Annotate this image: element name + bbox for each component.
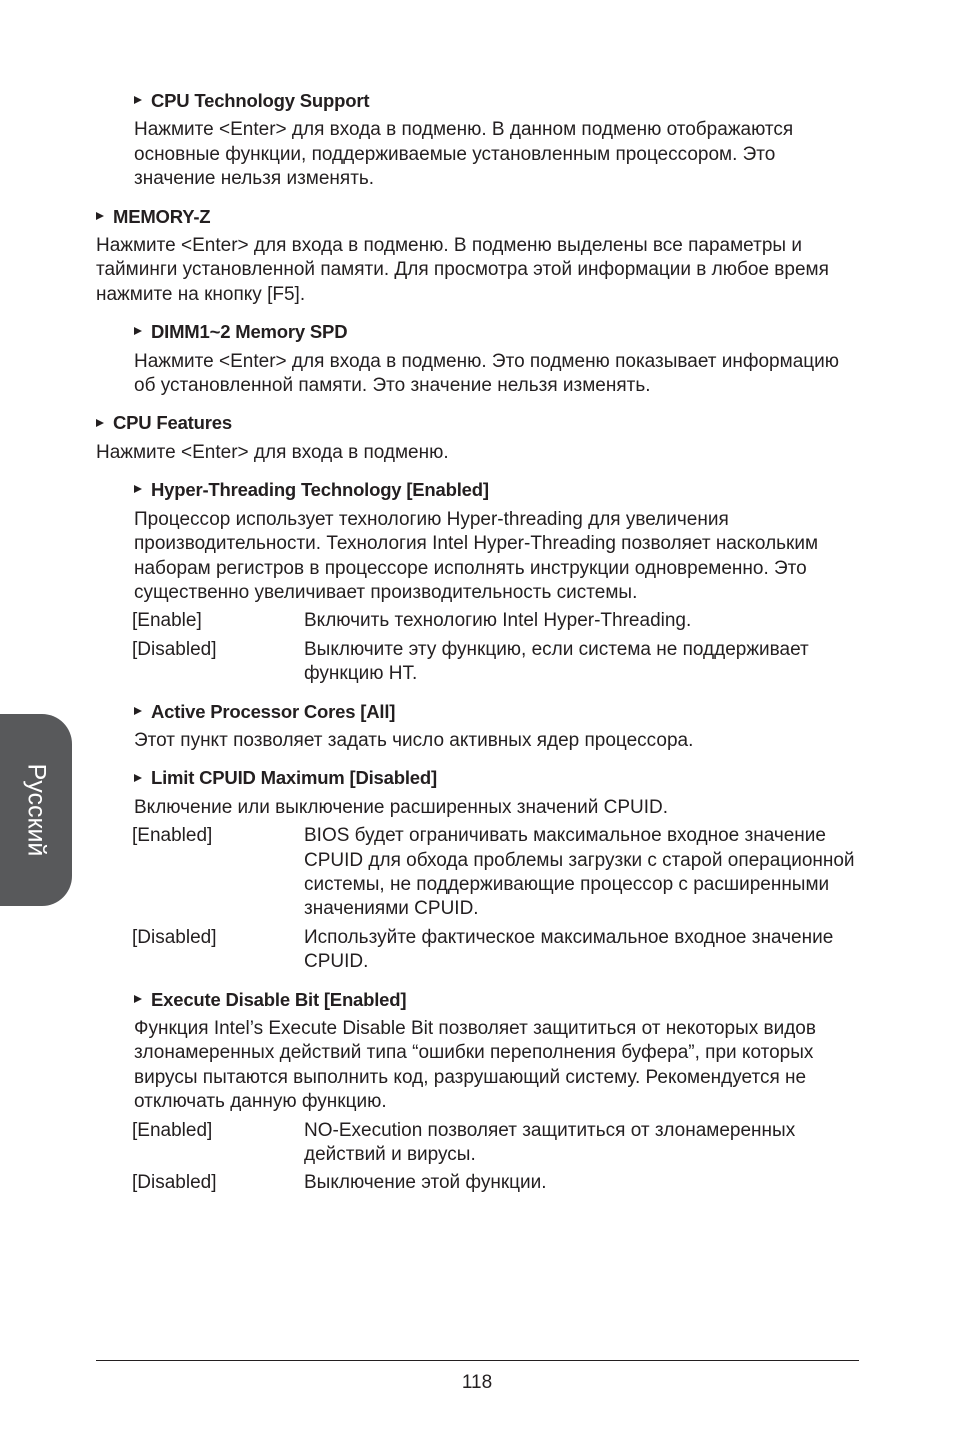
- section-description: Нажмите <Enter> для входа в подменю. В данном подменю отображаются основные функции, поддерживаемые установленным процессором. Это значение нельзя изменять.: [134, 119, 794, 190]
- section-heading: [134, 988, 861, 1012]
- section-description: Нажмите <Enter> для входа в подменю.: [96, 441, 449, 463]
- language-side-tab: [0, 714, 72, 906]
- section-hyper-threading: [96, 478, 861, 686]
- section-title: Limit CPUID Maximum [Disabled]: [151, 767, 437, 789]
- manual-content: [96, 89, 861, 1209]
- option-value: NO-Execution позволяет защититься от злонамеренных действий и вирусы.: [304, 1119, 796, 1166]
- option-row: [134, 638, 861, 687]
- section-description: Процессор использует технологию Hyper-threading для увеличения производительности. Технология Intel Hyper-Threading позволяет наскольким наборам регистров в процессоре исполнять инструкции одновременно. Это существенно увеличивает производительность системы.: [134, 508, 819, 603]
- triangle-bullet-icon: [134, 995, 142, 1003]
- section-cpu-technology-support: [96, 89, 861, 192]
- triangle-bullet-icon: [96, 419, 104, 427]
- section-heading: [96, 205, 861, 229]
- footer-divider: [96, 1360, 859, 1361]
- section-description: Нажмите <Enter> для входа в подменю. В подменю выделены все параметры и тайминги установленной памяти. Для просмотра этой информации в любое время нажмите на кнопку [F5].: [96, 235, 829, 305]
- section-memory-z: [96, 205, 861, 308]
- section-execute-disable-bit: [96, 988, 861, 1196]
- option-key: [Enabled]: [132, 825, 213, 847]
- section-title: MEMORY-Z: [113, 205, 211, 227]
- section-description: Функция Intel’s Execute Disable Bit позволяет защититься от некоторых видов злонамеренных действий типа “ошибки переполнения буфера”, при которых вирусы пытаются выполнить код, разрушающий систему. Рекомендуется не отключать данную функцию.: [134, 1018, 816, 1113]
- section-description: Этот пункт позволяет задать число активных ядер процессора.: [134, 729, 694, 751]
- option-key: [Disabled]: [132, 1172, 217, 1194]
- section-title: Execute Disable Bit [Enabled]: [151, 988, 407, 1010]
- section-title: Hyper-Threading Technology [Enabled]: [151, 479, 489, 501]
- section-cpu-features: [96, 411, 861, 465]
- triangle-bullet-icon: [134, 96, 142, 104]
- triangle-bullet-icon: [134, 485, 142, 493]
- section-dimm-memory-spd: [96, 320, 861, 398]
- option-row: [134, 1171, 861, 1195]
- option-value: Используйте фактическое максимальное входное значение CPUID.: [304, 926, 834, 973]
- section-heading: [134, 320, 861, 344]
- option-key: [Disabled]: [132, 926, 217, 948]
- section-title: CPU Features: [113, 412, 232, 434]
- option-row: [134, 1119, 861, 1168]
- option-row: [134, 824, 861, 922]
- option-value: Включить технологию Intel Hyper-Threading.: [304, 610, 692, 632]
- triangle-bullet-icon: [96, 212, 104, 220]
- section-title: Active Processor Cores [All]: [151, 700, 396, 722]
- option-key: [Enable]: [132, 610, 202, 632]
- option-row: [134, 609, 861, 633]
- section-title: CPU Technology Support: [151, 90, 370, 111]
- option-value: BIOS будет ограничивать максимальное входное значение CPUID для обхода проблемы загрузки с старой операционной системы, не поддерживающие процессор с расширенными значениями CPUID.: [304, 825, 855, 920]
- option-value: Выключение этой функции.: [304, 1172, 547, 1194]
- section-heading: [134, 89, 861, 113]
- language-label: Русский: [22, 763, 51, 857]
- section-description: Нажмите <Enter> для входа в подменю. Это подменю показывает информацию об установленной памяти. Это значение нельзя изменять.: [134, 350, 840, 397]
- section-heading: [134, 478, 861, 502]
- section-limit-cpuid-maximum: [96, 766, 861, 974]
- triangle-bullet-icon: [134, 707, 142, 715]
- section-heading: [134, 766, 861, 790]
- section-active-processor-cores: [96, 700, 861, 754]
- triangle-bullet-icon: [134, 774, 142, 782]
- section-description: Включение или выключение расширенных значений CPUID.: [134, 796, 668, 818]
- section-title: DIMM1~2 Memory SPD: [151, 321, 348, 343]
- option-key: [Enabled]: [132, 1119, 213, 1141]
- section-heading: [96, 411, 861, 435]
- option-row: [134, 926, 861, 975]
- page-number: 118: [461, 1372, 493, 1393]
- section-heading: [134, 700, 861, 724]
- option-value: Выключите эту функцию, если система не поддерживает функцию HT.: [304, 638, 809, 685]
- triangle-bullet-icon: [134, 327, 142, 335]
- option-key: [Disabled]: [132, 638, 217, 660]
